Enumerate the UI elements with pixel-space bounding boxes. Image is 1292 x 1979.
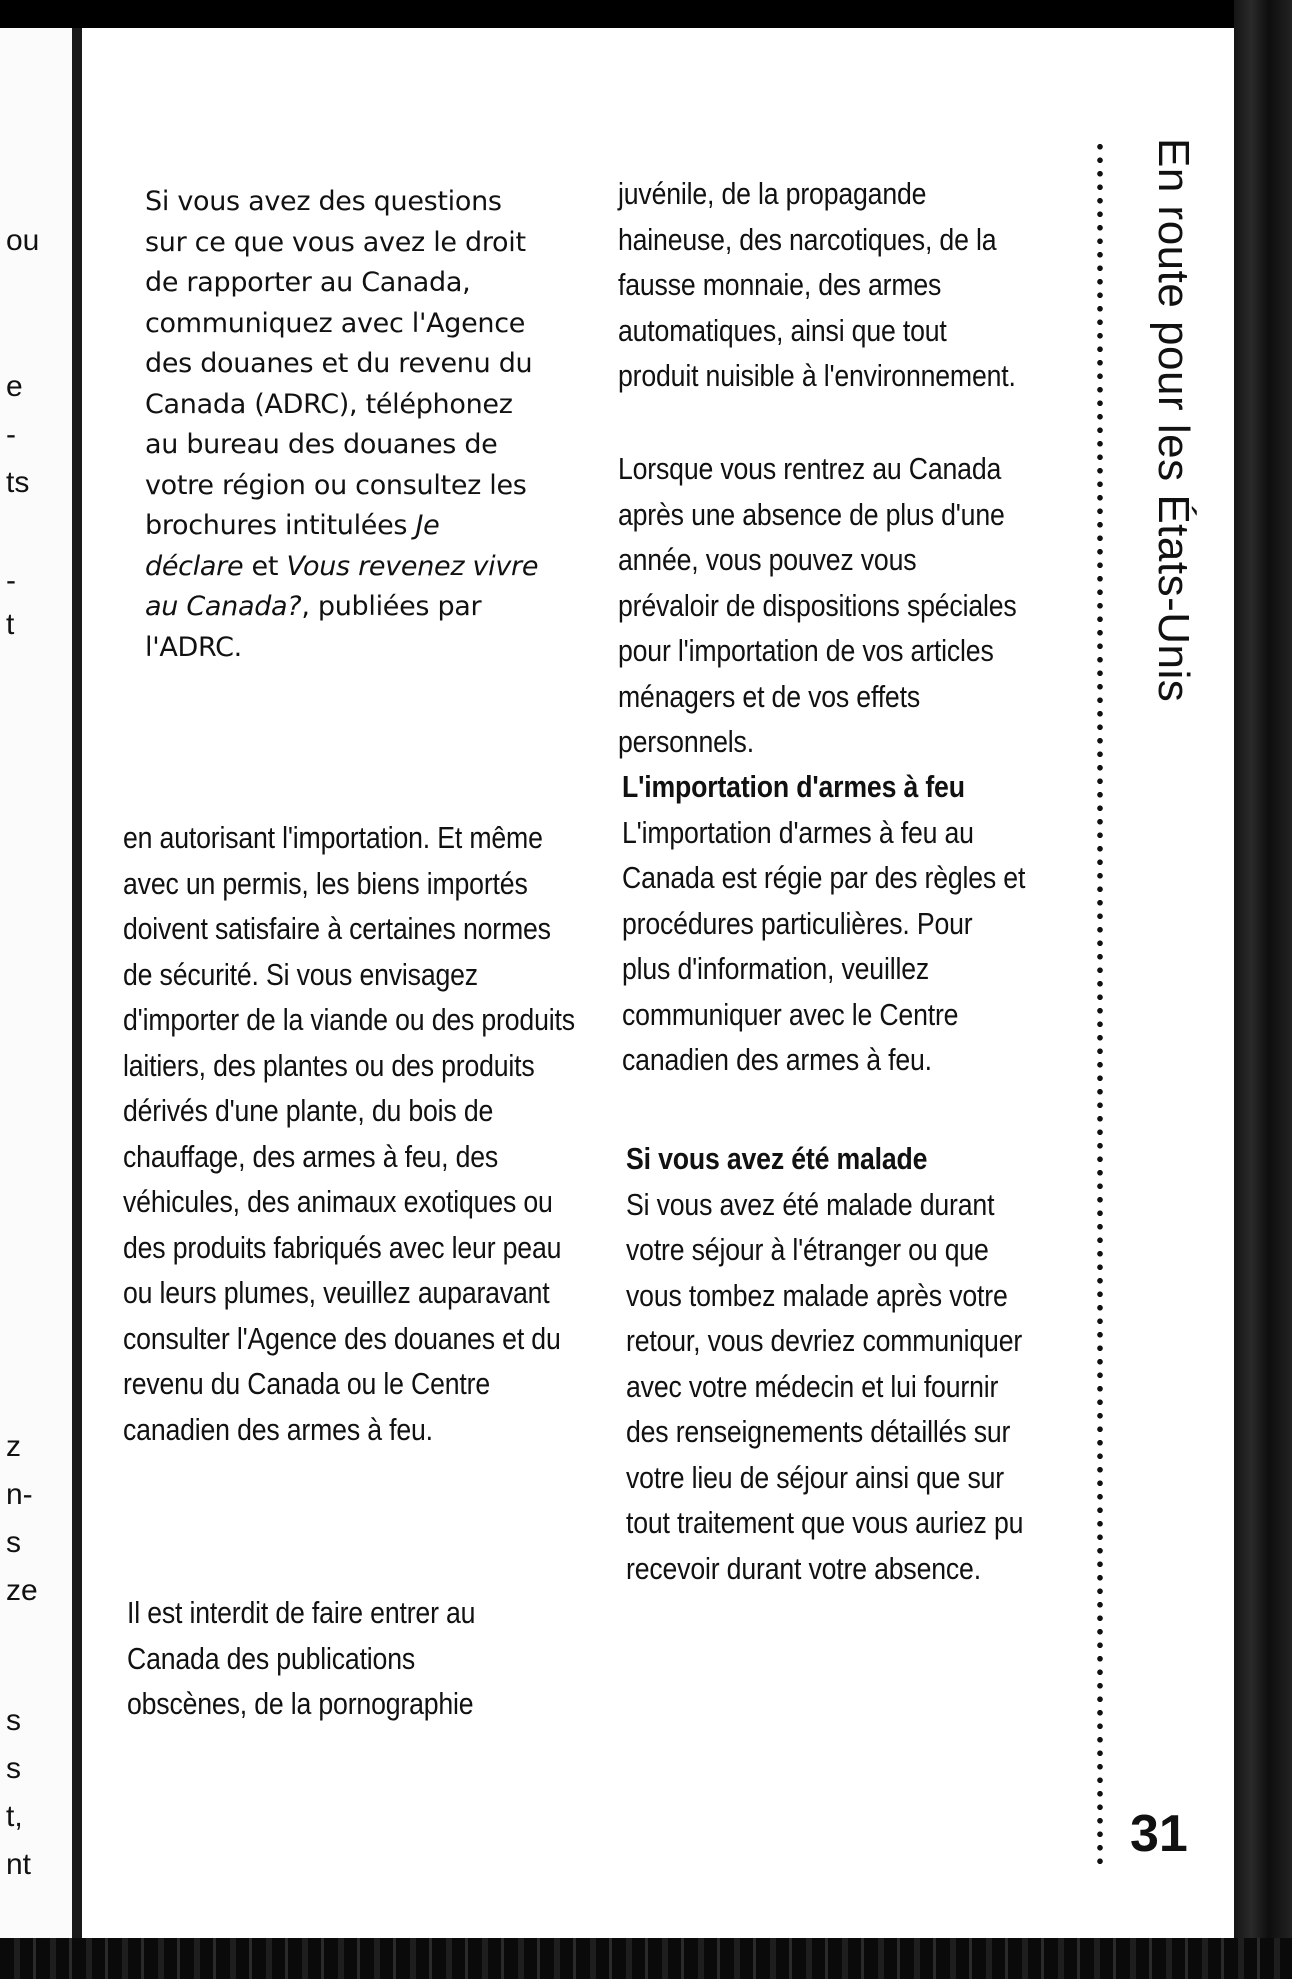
previous-page-fragment: t, [6, 1800, 23, 1833]
paragraph-text: L'importation d'armes à feu au Canada est régie par des règles et procédures particulières. Pour plus d'information, veuillez communiquer avec le Centre canadien des armes à feu. [622, 814, 1026, 1077]
prohibited-items-paragraph [127, 1590, 531, 1727]
section-heading: Si vous avez été malade [626, 1141, 928, 1176]
previous-page-fragment: - [6, 418, 16, 451]
returning-resident-paragraph [618, 446, 1022, 765]
paragraph-text: Il est interdit de faire entrer au Canada des publications obscènes, de la pornographie [127, 1595, 476, 1721]
paragraph-text: Lorsque vous rentrez au Canada après une absence de plus d'une année, vous pouvez vous prévaloir de dispositions spéciales pour l'importation de vos articles ménagers et de vos effets personnels. [618, 451, 1017, 759]
previous-page-fragment: nt [6, 1848, 32, 1881]
scan-edge-right [1234, 0, 1292, 1979]
previous-page-fragment: s [6, 1526, 21, 1559]
intro-note-connector: et [243, 550, 287, 582]
brochure-title-vous-revenez: Vous revenez vivre au Canada? [145, 550, 539, 622]
paragraph-text: juvénile, de la propagande haineuse, des narcotiques, de la fausse monnaie, des armes automatiques, ainsi que tout produit nuisible à l'environnement. [618, 176, 1016, 393]
dotted-rule [1095, 140, 1105, 1870]
previous-page-fragment: ou [6, 224, 40, 257]
brochure-title-je-declare: Je déclare [145, 510, 440, 582]
previous-page-fragment: e [6, 370, 23, 403]
page-number: 31 [1130, 1805, 1188, 1863]
paragraph-text: Si vous avez été malade durant votre séjour à l'étranger ou que vous tombez malade après votre retour, vous devriez communiquer avec votre médecin et lui fournir des renseignements détaillés sur votre lieu de séjour ainsi que sur tout traitement que vous auriez pu recevoir durant votre absence. [626, 1186, 1024, 1586]
intro-note-ending: , publiées par l'ADRC. [145, 591, 482, 663]
intro-note-text: Si vous avez des questions sur ce que vous avez le droit de rapporter au Canada, communiquez avec l'Agence des douanes et du revenu du Canada (ADRC), téléphonez au bureau des douanes de votre région ou consultez les brochures intitulées [145, 186, 533, 541]
intro-note [145, 182, 545, 668]
book-gutter [72, 28, 82, 1938]
previous-page-fragment: s [6, 1704, 21, 1737]
sickness-section [626, 1136, 1030, 1591]
firearms-section [622, 764, 1026, 1083]
import-rules-paragraph [123, 815, 579, 1452]
scan-edge-bottom [0, 1938, 1292, 1979]
previous-page-fragment: n- [6, 1478, 33, 1511]
previous-page-edge [0, 28, 72, 1938]
paragraph-text: en autorisant l'importation. Et même avec un permis, les biens importés doivent satisfaire à certaines normes de sécurité. Si vous envisagez d'importer de la viande ou des produits laitiers, des plantes ou des produits dérivés d'une plante, du bois de chauffage, des armes à feu, des véhicules, des animaux exotiques ou des produits fabriqués avec leur peau ou leurs plumes, veuillez auparavant consulter l'Agence des douanes et du revenu du Canada ou le Centre canadien des armes à feu. [123, 820, 575, 1447]
previous-page-fragment: z [6, 1430, 21, 1463]
previous-page-fragment: s [6, 1752, 21, 1785]
previous-page-fragment: ze [6, 1574, 38, 1607]
previous-page-fragment: t [6, 608, 15, 641]
running-section-title: En route pour les États-Unis [1149, 138, 1198, 703]
prohibited-items-continued [618, 171, 1022, 399]
section-heading: L'importation d'armes à feu [622, 769, 965, 804]
previous-page-fragment: ts [6, 466, 30, 499]
previous-page-fragment: - [6, 564, 16, 597]
